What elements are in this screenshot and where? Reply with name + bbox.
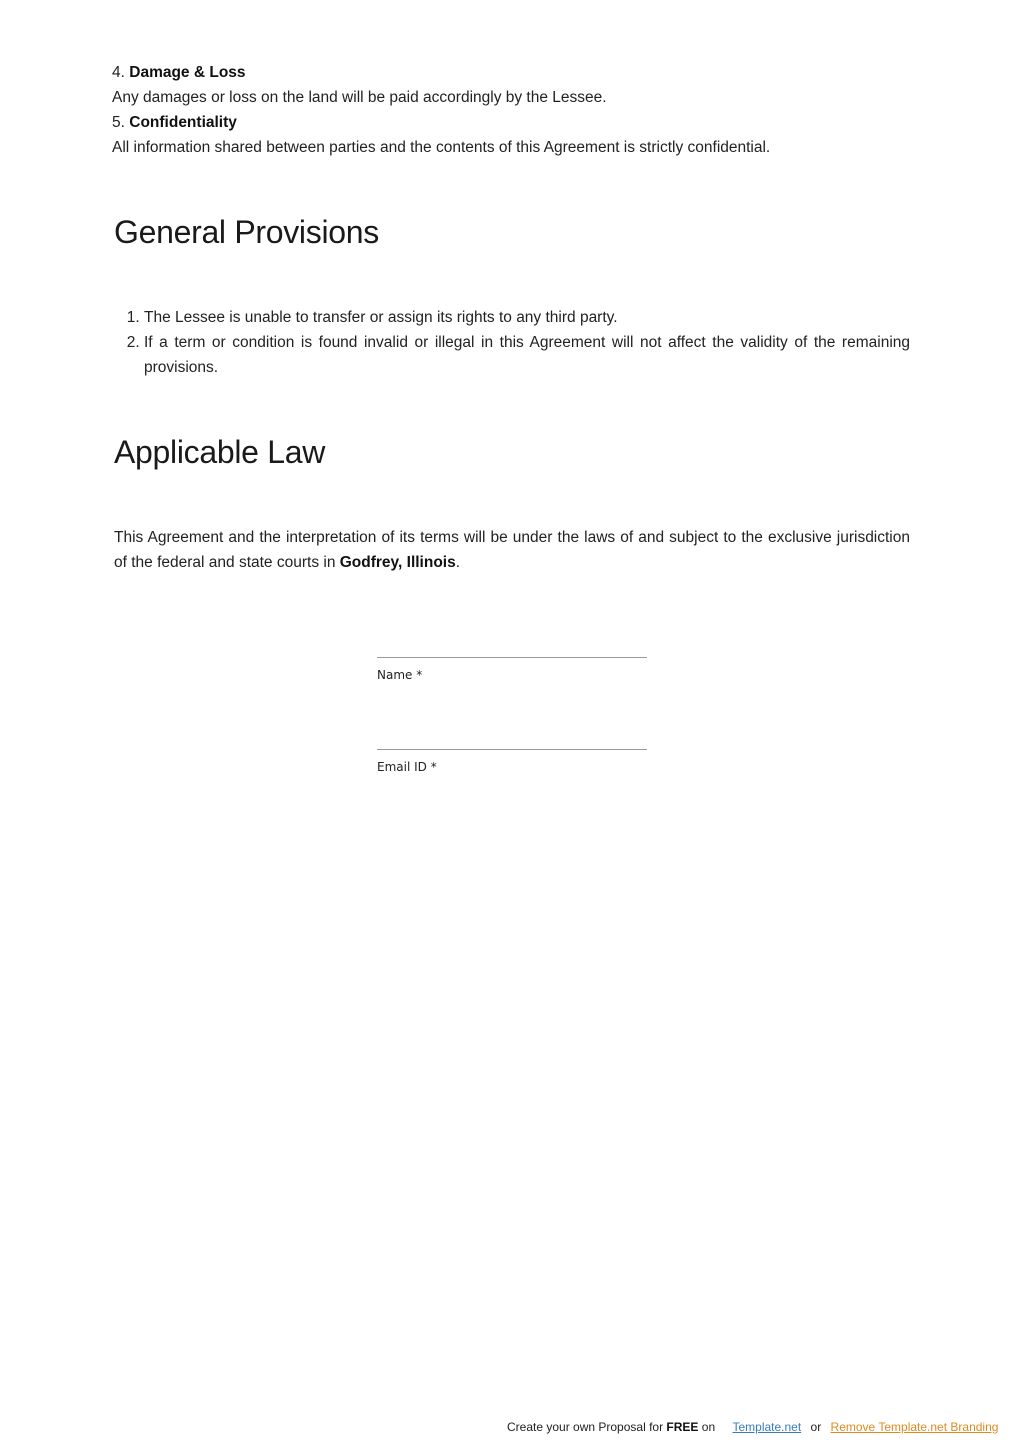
clause-title: Confidentiality <box>129 114 237 131</box>
law-text-body: This Agreement and the interpretation of its terms will be under the laws of and subject to the exclusive jurisdiction of the federal and state courts in <box>114 529 910 571</box>
list-item: 1. The Lessee is unable to transfer or assign its rights to any third party. <box>144 305 910 330</box>
email-signature-line[interactable] <box>377 749 647 750</box>
footer-free: FREE <box>666 1420 699 1434</box>
email-field-label: Email ID * <box>377 760 437 774</box>
law-text-end: . <box>455 554 461 571</box>
list-item: 2. If a term or condition is found invalid or illegal in this Agreement will not affect the validity of the remaining provisions. <box>144 330 910 380</box>
clause-number: 5. <box>112 114 125 131</box>
clause-4-text: Any damages or loss on the land will be paid accordingly by the Lessee. <box>112 89 607 106</box>
remove-branding-link[interactable]: Remove Template.net Branding <box>830 1420 999 1434</box>
applicable-law-text <box>114 525 910 575</box>
law-location: Godfrey, Illinois <box>339 554 456 571</box>
clause-number: 4. <box>112 64 125 81</box>
clause-4-heading <box>112 60 912 85</box>
footer-prefix: Create your own Proposal for <box>507 1420 667 1434</box>
email-field[interactable] <box>377 749 647 774</box>
general-provisions-heading: General Provisions <box>114 214 379 250</box>
clauses-section <box>112 60 912 160</box>
template-net-link[interactable]: Template.net <box>732 1420 802 1434</box>
branding-footer <box>507 1420 998 1434</box>
clause-5-text: All information shared between parties and the contents of this Agreement is strictly confidential. <box>112 139 771 156</box>
general-provisions-list <box>114 305 910 380</box>
name-signature-line[interactable] <box>377 657 647 658</box>
clause-title: Damage & Loss <box>129 64 246 81</box>
footer-on: on <box>698 1420 716 1434</box>
applicable-law-heading: Applicable Law <box>114 434 326 470</box>
clause-5-heading <box>112 110 912 135</box>
name-field[interactable] <box>377 657 647 682</box>
name-field-label: Name * <box>377 668 423 682</box>
footer-or: or <box>810 1420 822 1434</box>
